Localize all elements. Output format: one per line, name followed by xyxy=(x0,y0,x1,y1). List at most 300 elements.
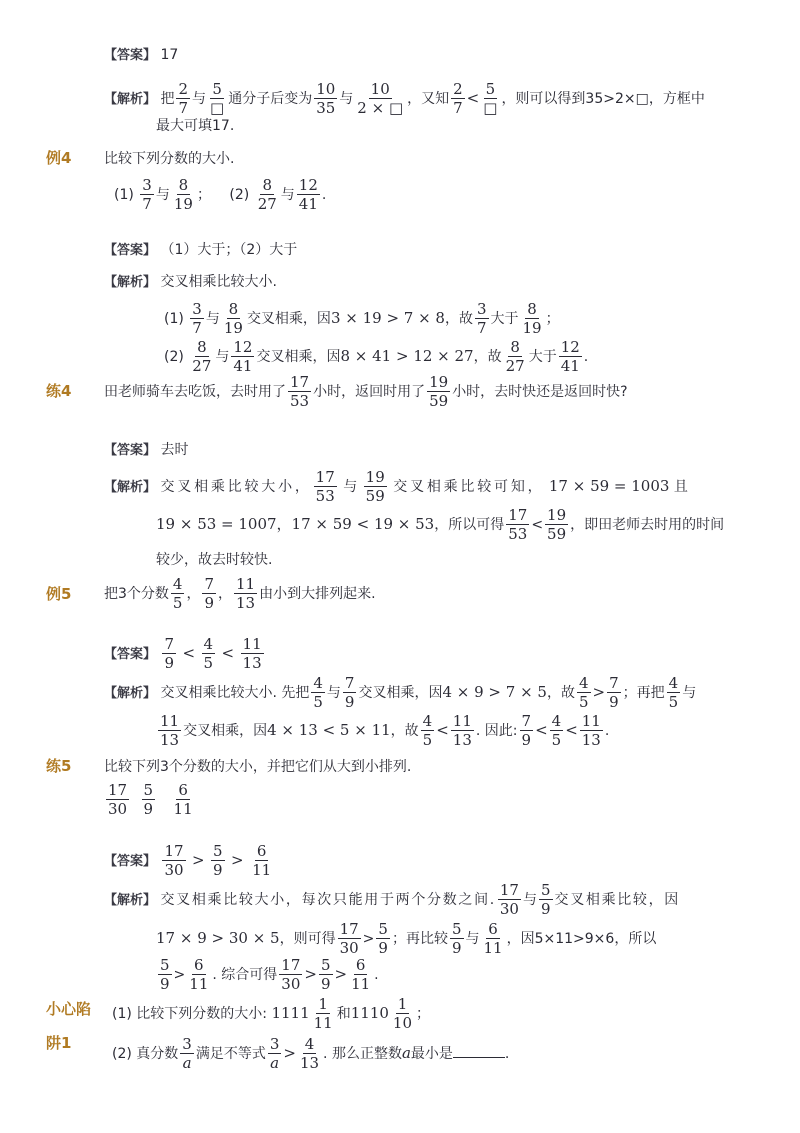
denominator: □ xyxy=(210,99,225,117)
numerator: 5 xyxy=(320,956,331,974)
fraction xyxy=(162,843,185,879)
denominator: 19 xyxy=(223,319,243,337)
text: ，所以可得 xyxy=(434,517,505,533)
text: . xyxy=(604,723,610,739)
analysis-label: 【解析】 xyxy=(104,275,157,290)
text: (2) 真分数 xyxy=(112,1046,179,1062)
fraction xyxy=(580,713,603,749)
numerator: 4 xyxy=(578,674,589,692)
section-tag-trap-line1: 小心陷 xyxy=(46,1000,92,1018)
fraction xyxy=(667,675,681,711)
text: ，则可得 xyxy=(279,931,336,947)
lian4-analysis-row2 xyxy=(156,506,724,543)
fraction xyxy=(539,882,553,918)
numerator: 4 xyxy=(304,1035,315,1053)
fraction xyxy=(427,374,450,410)
numerator: 19 xyxy=(429,373,449,391)
text: . xyxy=(374,967,379,983)
less-than: < xyxy=(466,89,480,107)
text: 大于 xyxy=(528,349,557,365)
trap-part1 xyxy=(112,995,430,1032)
numerator: 5 xyxy=(485,80,496,98)
text: 与 xyxy=(192,91,207,107)
part-number: (1) xyxy=(164,311,184,327)
numerator: 8 xyxy=(197,338,207,356)
math-expression: 8 × 41 > 12 × 27 xyxy=(340,347,474,365)
whole-number: 1110 xyxy=(350,1004,389,1022)
li4-question: 比较下列分数的大小. xyxy=(104,151,235,167)
text: 交叉相乘比较大小. xyxy=(160,274,277,290)
numerator: 17 xyxy=(315,468,335,486)
fraction xyxy=(106,782,129,818)
text: 与 xyxy=(205,311,220,327)
text: . xyxy=(321,187,327,203)
numerator: 8 xyxy=(510,338,520,356)
denominator: 5 xyxy=(551,731,562,749)
denominator: 9 xyxy=(160,975,170,993)
denominator: 5 xyxy=(422,731,433,749)
text: ，故 xyxy=(390,723,419,739)
numerator: 6 xyxy=(178,781,188,799)
text: 大于 xyxy=(490,311,519,327)
greater-than: > xyxy=(592,683,606,701)
numerator: 7 xyxy=(164,635,175,653)
text: 与 xyxy=(155,187,170,203)
greater-than: > xyxy=(173,967,186,983)
numerator: 3 xyxy=(269,1035,280,1053)
text: . 综合可得 xyxy=(212,967,278,983)
fraction xyxy=(172,782,195,818)
numerator: 6 xyxy=(355,956,366,974)
text: ，则可以得到35>2×□，方框中 xyxy=(501,91,705,107)
li5-question xyxy=(104,576,376,612)
less-than: < xyxy=(221,644,235,662)
denominator: 19 xyxy=(522,319,542,337)
denominator: 5 xyxy=(578,693,589,711)
denominator: 13 xyxy=(299,1054,320,1072)
math-expression: 17 × 59 = 1003 xyxy=(548,477,670,495)
text: 与 xyxy=(326,685,341,701)
lian4-analysis-row3: 较少，故去时较快. xyxy=(156,552,273,568)
denominator: 9 xyxy=(540,900,551,918)
denominator: 7 xyxy=(476,319,487,337)
numerator: 5 xyxy=(451,920,462,938)
fraction xyxy=(158,957,172,993)
section-tag-lian5: 练5 xyxy=(46,757,72,775)
text: 最小是 xyxy=(410,1046,453,1062)
numerator: 8 xyxy=(527,300,537,318)
denominator: 9 xyxy=(204,594,215,612)
li4-analysis-row2 xyxy=(164,338,588,375)
denominator: 5 xyxy=(172,594,183,612)
denominator: 30 xyxy=(108,800,128,818)
numerator: 5 xyxy=(378,920,388,938)
text: ，又知 xyxy=(407,91,450,107)
analysis-label: 【解析】 xyxy=(104,893,157,908)
greater-than: > xyxy=(231,851,244,869)
lian4-question xyxy=(104,374,628,410)
fraction xyxy=(376,921,390,957)
numerator: 5 xyxy=(160,956,170,974)
fraction xyxy=(364,469,387,505)
analysis-line-1 xyxy=(104,80,705,118)
fraction xyxy=(338,921,361,957)
denominator: 2 × □ xyxy=(357,99,404,117)
numerator: 4 xyxy=(203,635,214,653)
fraction xyxy=(140,177,154,213)
less-than: < xyxy=(531,517,544,533)
denominator: a xyxy=(182,1054,192,1072)
fraction xyxy=(311,675,325,711)
denominator: 13 xyxy=(452,731,472,749)
numerator: 12 xyxy=(298,176,318,194)
numerator: 17 xyxy=(108,781,128,799)
li4-analysis-row1 xyxy=(164,300,560,337)
text: ，故 xyxy=(473,349,502,365)
numerator: 17 xyxy=(164,842,184,860)
fraction xyxy=(314,81,337,117)
fraction xyxy=(190,301,204,337)
denominator: a xyxy=(270,1054,280,1072)
numerator: 17 xyxy=(499,881,519,899)
text: 交叉相乘比较可知， xyxy=(393,479,545,495)
denominator: 5 xyxy=(203,654,214,672)
text: 交叉相乘比较大小. 先把 xyxy=(160,685,310,701)
text: 与 xyxy=(339,91,354,107)
numerator: 5 xyxy=(212,80,222,98)
text: 交叉相乘，因 xyxy=(183,723,268,739)
fraction xyxy=(607,675,621,711)
math-expression: 4 × 13 < 5 × 11 xyxy=(267,721,391,739)
section-tag-trap-line2: 阱1 xyxy=(46,1034,72,1052)
denominator: 53 xyxy=(290,392,310,410)
denominator: 27 xyxy=(257,195,277,213)
denominator: 5 xyxy=(313,693,323,711)
denominator: 11 xyxy=(252,861,272,879)
analysis-line-2: 最大可填17. xyxy=(156,118,235,134)
fraction xyxy=(187,957,210,993)
text: ，即田老师去时用的时间 xyxy=(570,517,725,533)
text: ， xyxy=(218,586,233,602)
fraction xyxy=(202,636,216,672)
text: 小时，返回时用了 xyxy=(313,384,426,400)
numerator: 5 xyxy=(540,881,551,899)
numerator: 5 xyxy=(143,781,154,799)
section-tag-lian4: 练4 xyxy=(46,382,72,400)
text: . 因此: xyxy=(475,723,518,739)
fraction xyxy=(498,882,521,918)
greater-than: > xyxy=(334,965,348,983)
section-tag-li4: 例4 xyxy=(46,149,72,167)
lian5-fractions xyxy=(104,782,197,818)
fraction xyxy=(241,636,264,672)
numerator: 7 xyxy=(204,575,215,593)
denominator: 11 xyxy=(189,975,209,993)
text: 和 xyxy=(336,1006,351,1022)
text: 与 xyxy=(465,931,480,947)
answer-text: 17 xyxy=(160,47,179,63)
text: 田老师骑车去吃饭，去时用了 xyxy=(104,384,286,400)
denominator: 9 xyxy=(378,939,388,957)
text: ；再把 xyxy=(622,685,665,701)
lian5-analysis-row3 xyxy=(156,956,379,993)
numerator: 6 xyxy=(488,920,498,938)
denominator: 13 xyxy=(242,654,262,672)
numerator: 1 xyxy=(318,995,328,1013)
fraction xyxy=(550,713,564,749)
text: 与 xyxy=(343,479,358,495)
fraction xyxy=(142,782,156,818)
fraction xyxy=(319,957,333,993)
fraction xyxy=(231,339,254,375)
part-number: (2) xyxy=(229,187,250,203)
denominator: 11 xyxy=(351,975,371,993)
denominator: 7 xyxy=(192,319,202,337)
text: 通分子后变为 xyxy=(228,91,313,107)
fraction xyxy=(171,576,185,612)
fraction xyxy=(521,301,544,337)
lian4-analysis-row1 xyxy=(104,468,688,506)
text: ，故 xyxy=(546,685,575,701)
numerator: 4 xyxy=(668,674,679,692)
answer-label: 【答案】 xyxy=(104,48,157,63)
text: 与 xyxy=(280,187,295,203)
fraction xyxy=(298,1036,321,1072)
numerator: 4 xyxy=(313,674,323,692)
text: 交叉相乘，因 xyxy=(256,349,341,365)
fraction xyxy=(482,921,505,957)
fraction xyxy=(172,177,195,213)
text: ，故 xyxy=(444,311,473,327)
less-than: < xyxy=(436,721,449,739)
fraction xyxy=(475,301,489,337)
numerator: 3 xyxy=(142,176,152,194)
text: 小时，去时快还是返回时快? xyxy=(452,384,628,400)
greater-than: > xyxy=(283,1044,296,1062)
denominator: 9 xyxy=(344,693,355,711)
numerator: 8 xyxy=(262,176,272,194)
denominator: 41 xyxy=(233,357,253,375)
text: 由小到大排列起来. xyxy=(259,586,376,602)
fraction xyxy=(162,636,176,672)
fraction xyxy=(234,576,257,612)
denominator: 27 xyxy=(505,357,525,375)
fraction xyxy=(451,81,465,117)
greater-than: > xyxy=(362,931,375,947)
fraction xyxy=(190,339,213,375)
trap-part2 xyxy=(112,1035,509,1072)
section-tag-li5: 例5 xyxy=(46,585,72,603)
numerator: 4 xyxy=(422,712,433,730)
fraction xyxy=(268,1036,282,1072)
fraction xyxy=(256,177,279,213)
denominator: 13 xyxy=(236,594,256,612)
text: 交叉相乘比较，因 xyxy=(554,892,680,908)
numerator: 1 xyxy=(397,995,408,1013)
fraction xyxy=(158,713,181,749)
fraction xyxy=(504,339,527,375)
text: 把3个分数 xyxy=(104,586,169,602)
li5-answer xyxy=(104,635,266,673)
text: 把 xyxy=(160,91,175,107)
denominator: 11 xyxy=(173,800,193,818)
denominator: □ xyxy=(483,99,498,117)
fraction xyxy=(297,177,320,213)
fraction xyxy=(202,576,216,612)
denominator: 11 xyxy=(313,1014,333,1032)
text: . xyxy=(504,1046,510,1062)
numerator: 19 xyxy=(547,506,567,524)
text: 与 xyxy=(215,349,230,365)
text: . xyxy=(583,349,589,365)
denominator: 7 xyxy=(142,195,152,213)
whole-number: 1111 xyxy=(271,1004,310,1022)
fraction xyxy=(343,675,357,711)
numerator: 6 xyxy=(194,956,204,974)
denominator: 9 xyxy=(213,861,223,879)
lian5-analysis-row2 xyxy=(156,920,656,957)
denominator: 9 xyxy=(521,731,532,749)
less-than: < xyxy=(535,721,548,739)
text: ， xyxy=(186,586,201,602)
numerator: 10 xyxy=(370,80,390,98)
li4-subquestions xyxy=(114,177,326,213)
fraction xyxy=(451,713,474,749)
fraction xyxy=(559,339,582,375)
denominator: 9 xyxy=(609,693,619,711)
analysis-label: 【解析】 xyxy=(104,480,157,495)
numerator: 11 xyxy=(160,712,180,730)
text: 交叉相乘，因 xyxy=(246,311,331,327)
text: . 那么正整数 xyxy=(323,1046,402,1062)
less-than: < xyxy=(182,644,196,662)
greater-than: > xyxy=(304,965,317,983)
text: 且 xyxy=(673,479,688,495)
numerator: 3 xyxy=(476,300,487,318)
fraction xyxy=(211,843,225,879)
numerator: 11 xyxy=(236,575,256,593)
denominator: 9 xyxy=(451,939,462,957)
fraction xyxy=(421,713,435,749)
fraction xyxy=(312,996,335,1032)
fraction xyxy=(506,507,529,543)
denominator: 9 xyxy=(164,654,175,672)
text: 交叉相乘，因 xyxy=(358,685,443,701)
numerator: 2 xyxy=(453,80,463,98)
lian4-answer xyxy=(104,441,188,460)
denominator: 7 xyxy=(178,99,189,117)
fraction xyxy=(349,957,372,993)
denominator: 27 xyxy=(192,357,212,375)
numerator: 17 xyxy=(290,373,310,391)
fraction xyxy=(450,921,464,957)
answer-label: 【答案】 xyxy=(104,854,157,869)
fraction xyxy=(481,81,499,117)
text: 满足不等式 xyxy=(195,1046,266,1062)
fraction xyxy=(279,957,302,993)
text: ；再比较 xyxy=(391,931,448,947)
math-expression: 19 × 53 = 1007，17 × 59 < 19 × 53 xyxy=(156,515,435,533)
numerator: 6 xyxy=(256,842,267,860)
numerator: 2 xyxy=(178,80,189,98)
numerator: 12 xyxy=(233,338,253,356)
part-number: (2) xyxy=(164,349,184,365)
numerator: 11 xyxy=(581,712,601,730)
analysis-label: 【解析】 xyxy=(104,686,157,701)
fraction xyxy=(391,996,414,1032)
numerator: 10 xyxy=(316,80,336,98)
denominator: 13 xyxy=(581,731,601,749)
numerator: 11 xyxy=(242,635,262,653)
greater-than: > xyxy=(192,851,205,869)
fraction xyxy=(208,81,226,117)
fraction xyxy=(314,469,337,505)
answer-label: 【答案】 xyxy=(104,647,157,662)
denominator: 7 xyxy=(453,99,463,117)
denominator: 30 xyxy=(281,975,301,993)
denominator: 5 xyxy=(668,693,679,711)
numerator: 4 xyxy=(551,712,562,730)
text: 与 xyxy=(522,892,537,908)
denominator: 53 xyxy=(315,487,335,505)
fraction xyxy=(288,374,311,410)
denominator: 35 xyxy=(316,99,336,117)
numerator: 11 xyxy=(452,712,472,730)
text: ； xyxy=(545,311,560,327)
lian5-analysis-row1 xyxy=(104,882,680,919)
answer-label: 【答案】 xyxy=(104,443,157,458)
denominator: 9 xyxy=(143,800,154,818)
numerator: 19 xyxy=(365,468,385,486)
text: ，因5×11>9×6，所以 xyxy=(506,931,657,947)
lian5-question: 比较下列3个分数的大小，并把它们从大到小排列. xyxy=(104,759,412,775)
li4-analysis-intro xyxy=(104,273,277,292)
answer-blank[interactable] xyxy=(453,1043,505,1058)
numerator: 4 xyxy=(172,575,183,593)
denominator: 53 xyxy=(508,525,528,543)
fraction xyxy=(545,507,568,543)
answer-label: 【答案】 xyxy=(104,243,157,258)
math-expression: 17 × 9 > 30 × 5 xyxy=(156,929,280,947)
text: ； xyxy=(196,187,211,203)
text: ； xyxy=(416,1006,431,1022)
text: 与 xyxy=(682,685,697,701)
numerator: 12 xyxy=(560,338,580,356)
fraction xyxy=(577,675,591,711)
numerator: 5 xyxy=(213,842,223,860)
fraction xyxy=(180,1036,194,1072)
li5-analysis-row2 xyxy=(156,712,609,749)
denominator: 30 xyxy=(499,900,519,918)
analysis-label: 【解析】 xyxy=(104,92,157,107)
math-expression: 4 × 9 > 7 × 5 xyxy=(442,683,547,701)
math-expression: 3 × 19 > 7 × 8 xyxy=(330,309,445,327)
variable: a xyxy=(401,1044,411,1062)
numerator: 17 xyxy=(281,956,301,974)
denominator: 19 xyxy=(173,195,193,213)
text: 交叉相乘比较大小， xyxy=(160,479,312,495)
denominator: 59 xyxy=(365,487,385,505)
li4-answer xyxy=(104,241,297,260)
denominator: 41 xyxy=(298,195,318,213)
li5-analysis-row1 xyxy=(104,674,696,712)
numerator: 8 xyxy=(228,300,239,318)
numerator: 7 xyxy=(521,712,532,730)
text: 交叉相乘比较大小，每次只能用于两个分数之间. xyxy=(160,892,496,908)
less-than: < xyxy=(565,721,578,739)
lian5-answer xyxy=(104,842,275,880)
denominator: 59 xyxy=(429,392,449,410)
